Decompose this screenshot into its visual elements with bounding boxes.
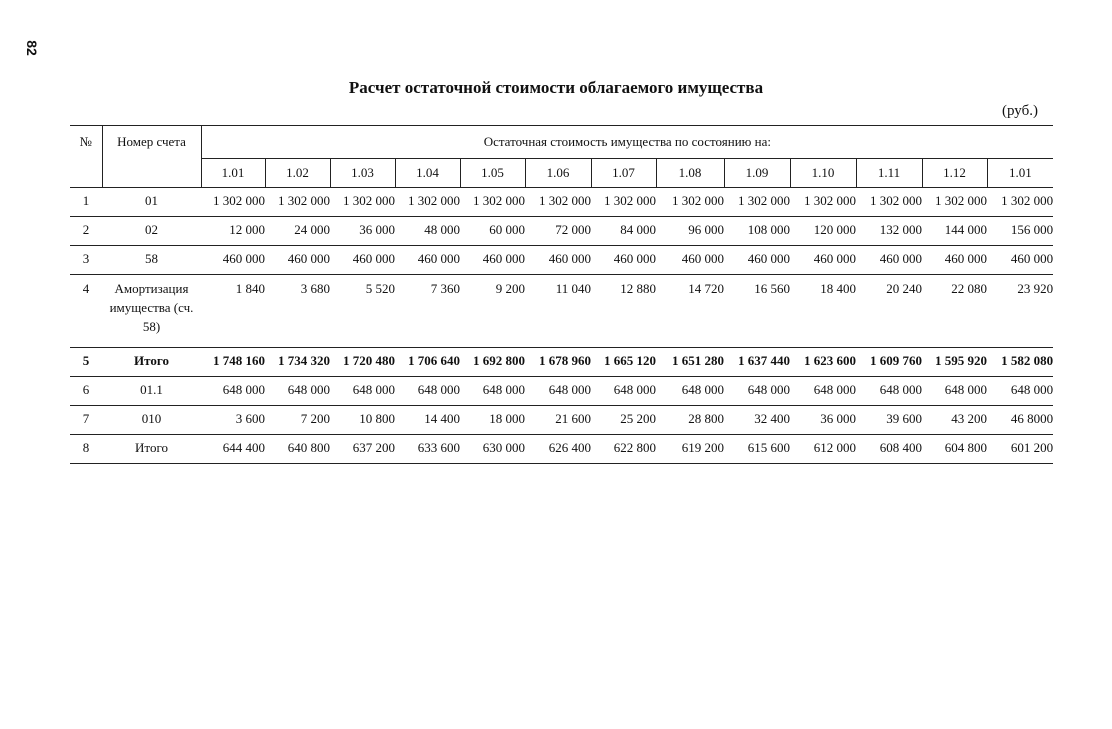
- value-cell: 60 000: [460, 217, 525, 246]
- value-cell: 633 600: [395, 435, 460, 464]
- table-row: [70, 377, 1053, 406]
- value-cell: 1 595 920: [922, 348, 987, 377]
- value-cell: 21 600: [525, 406, 591, 435]
- date-header: 1.10: [790, 159, 856, 188]
- value-cell: 96 000: [656, 217, 724, 246]
- value-cell: 25 200: [591, 406, 656, 435]
- residual-value-table: [70, 125, 1053, 464]
- value-cell: 1 665 120: [591, 348, 656, 377]
- value-cell: 460 000: [987, 246, 1053, 275]
- value-cell: 120 000: [790, 217, 856, 246]
- unit-label: (руб.): [1002, 103, 1038, 119]
- value-cell: 608 400: [856, 435, 922, 464]
- value-cell: 626 400: [525, 435, 591, 464]
- value-cell: 619 200: [656, 435, 724, 464]
- value-cell: 460 000: [395, 246, 460, 275]
- value-cell: 615 600: [724, 435, 790, 464]
- value-cell: 32 400: [724, 406, 790, 435]
- value-cell: 1 302 000: [330, 188, 395, 217]
- value-cell: 648 000: [922, 377, 987, 406]
- value-cell: 460 000: [265, 246, 330, 275]
- value-cell: 1 734 320: [265, 348, 330, 377]
- value-cell: 28 800: [656, 406, 724, 435]
- value-cell: 1 302 000: [395, 188, 460, 217]
- date-header: 1.05: [460, 159, 525, 188]
- value-cell: 637 200: [330, 435, 395, 464]
- value-cell: 648 000: [330, 377, 395, 406]
- value-cell: 11 040: [525, 275, 591, 348]
- table-row: [70, 406, 1053, 435]
- value-cell: 36 000: [330, 217, 395, 246]
- account-cell: Итого: [102, 348, 201, 377]
- value-cell: 648 000: [395, 377, 460, 406]
- page-number: 82: [24, 40, 40, 56]
- value-cell: 108 000: [724, 217, 790, 246]
- row-number: 3: [70, 246, 102, 275]
- value-cell: 48 000: [395, 217, 460, 246]
- value-cell: 46 8000: [987, 406, 1053, 435]
- value-cell: 1 302 000: [265, 188, 330, 217]
- value-cell: 648 000: [201, 377, 265, 406]
- value-cell: 648 000: [591, 377, 656, 406]
- row-number: 5: [70, 348, 102, 377]
- value-cell: 622 800: [591, 435, 656, 464]
- value-cell: 648 000: [656, 377, 724, 406]
- value-cell: 156 000: [987, 217, 1053, 246]
- table-row: [70, 188, 1053, 217]
- table-row: [70, 435, 1053, 464]
- date-header: 1.09: [724, 159, 790, 188]
- value-cell: 1 302 000: [201, 188, 265, 217]
- account-cell: 01: [102, 188, 201, 217]
- value-cell: 1 692 800: [460, 348, 525, 377]
- date-header-row: [70, 159, 1053, 188]
- value-cell: 7 360: [395, 275, 460, 348]
- value-cell: 1 678 960: [525, 348, 591, 377]
- value-cell: 1 748 160: [201, 348, 265, 377]
- value-cell: 1 302 000: [790, 188, 856, 217]
- table-row: [70, 348, 1053, 377]
- value-cell: 460 000: [525, 246, 591, 275]
- value-cell: 1 637 440: [724, 348, 790, 377]
- row-number: 6: [70, 377, 102, 406]
- date-header: 1.07: [591, 159, 656, 188]
- row-number: 4: [70, 275, 102, 348]
- value-cell: 460 000: [790, 246, 856, 275]
- date-header: 1.12: [922, 159, 987, 188]
- value-cell: 630 000: [460, 435, 525, 464]
- account-cell: Амортизация имущества (сч. 58): [102, 275, 201, 348]
- row-number: 1: [70, 188, 102, 217]
- value-cell: 460 000: [460, 246, 525, 275]
- value-cell: 648 000: [525, 377, 591, 406]
- value-cell: 648 000: [724, 377, 790, 406]
- account-cell: 010: [102, 406, 201, 435]
- table-body: [70, 188, 1053, 464]
- value-cell: 22 080: [922, 275, 987, 348]
- table-row: [70, 275, 1053, 348]
- value-cell: 601 200: [987, 435, 1053, 464]
- date-header: 1.02: [265, 159, 330, 188]
- row-number: 8: [70, 435, 102, 464]
- value-cell: 612 000: [790, 435, 856, 464]
- value-cell: 1 302 000: [525, 188, 591, 217]
- row-number: 2: [70, 217, 102, 246]
- value-cell: 24 000: [265, 217, 330, 246]
- value-cell: 1 302 000: [987, 188, 1053, 217]
- value-cell: 14 400: [395, 406, 460, 435]
- page-title: Расчет остаточной стоимости облагаемого имущества: [348, 78, 764, 97]
- value-cell: 648 000: [265, 377, 330, 406]
- value-cell: 18 400: [790, 275, 856, 348]
- value-cell: 648 000: [460, 377, 525, 406]
- value-cell: 460 000: [724, 246, 790, 275]
- value-cell: 648 000: [790, 377, 856, 406]
- value-cell: 1 302 000: [591, 188, 656, 217]
- value-cell: 640 800: [265, 435, 330, 464]
- value-cell: 1 302 000: [460, 188, 525, 217]
- value-cell: 1 302 000: [922, 188, 987, 217]
- value-cell: 10 800: [330, 406, 395, 435]
- value-cell: 1 840: [201, 275, 265, 348]
- value-cell: 1 706 640: [395, 348, 460, 377]
- value-cell: 72 000: [525, 217, 591, 246]
- value-cell: 14 720: [656, 275, 724, 348]
- date-header: 1.08: [656, 159, 724, 188]
- col-header-account: Номер счета: [102, 126, 201, 188]
- table-row: [70, 217, 1053, 246]
- value-cell: 84 000: [591, 217, 656, 246]
- value-cell: 3 600: [201, 406, 265, 435]
- value-cell: 460 000: [591, 246, 656, 275]
- value-cell: 1 651 280: [656, 348, 724, 377]
- value-cell: 644 400: [201, 435, 265, 464]
- value-cell: 1 720 480: [330, 348, 395, 377]
- value-cell: 9 200: [460, 275, 525, 348]
- value-cell: 36 000: [790, 406, 856, 435]
- col-header-no: №: [70, 126, 102, 188]
- table-row: [70, 246, 1053, 275]
- value-cell: 460 000: [922, 246, 987, 275]
- value-cell: 460 000: [201, 246, 265, 275]
- date-header: 1.04: [395, 159, 460, 188]
- value-cell: 144 000: [922, 217, 987, 246]
- value-cell: 23 920: [987, 275, 1053, 348]
- date-header: 1.01: [201, 159, 265, 188]
- value-cell: 1 623 600: [790, 348, 856, 377]
- value-cell: 648 000: [856, 377, 922, 406]
- value-cell: 132 000: [856, 217, 922, 246]
- value-cell: 39 600: [856, 406, 922, 435]
- account-cell: 01.1: [102, 377, 201, 406]
- date-header: 1.06: [525, 159, 591, 188]
- col-header-group: Остаточная стоимость имущества по состоянию на:: [201, 126, 1053, 159]
- value-cell: 604 800: [922, 435, 987, 464]
- value-cell: 5 520: [330, 275, 395, 348]
- value-cell: 16 560: [724, 275, 790, 348]
- value-cell: 12 000: [201, 217, 265, 246]
- value-cell: 3 680: [265, 275, 330, 348]
- account-cell: 02: [102, 217, 201, 246]
- value-cell: 460 000: [330, 246, 395, 275]
- value-cell: 1 302 000: [656, 188, 724, 217]
- value-cell: 460 000: [856, 246, 922, 275]
- value-cell: 43 200: [922, 406, 987, 435]
- value-cell: 1 302 000: [856, 188, 922, 217]
- row-number: 7: [70, 406, 102, 435]
- account-cell: Итого: [102, 435, 201, 464]
- value-cell: 18 000: [460, 406, 525, 435]
- value-cell: 7 200: [265, 406, 330, 435]
- value-cell: 460 000: [656, 246, 724, 275]
- value-cell: 1 582 080: [987, 348, 1053, 377]
- account-cell: 58: [102, 246, 201, 275]
- date-header: 1.11: [856, 159, 922, 188]
- value-cell: 1 609 760: [856, 348, 922, 377]
- value-cell: 648 000: [987, 377, 1053, 406]
- value-cell: 20 240: [856, 275, 922, 348]
- date-header: 1.03: [330, 159, 395, 188]
- date-header: 1.01: [987, 159, 1053, 188]
- value-cell: 1 302 000: [724, 188, 790, 217]
- value-cell: 12 880: [591, 275, 656, 348]
